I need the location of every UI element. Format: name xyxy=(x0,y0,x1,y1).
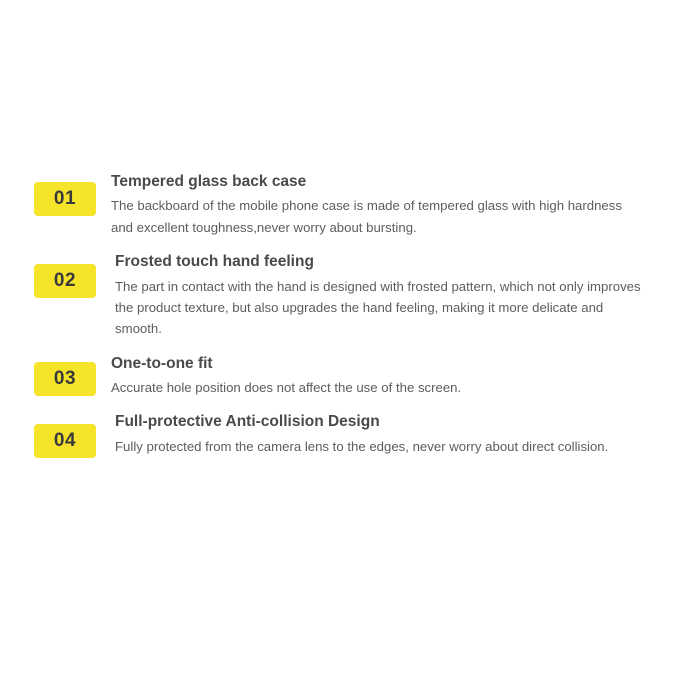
feature-number-badge: 04 xyxy=(34,424,96,458)
feature-title: One-to-one fit xyxy=(111,354,213,372)
list-item xyxy=(0,172,700,238)
feature-body xyxy=(96,412,700,457)
list-item xyxy=(0,354,700,399)
feature-number-badge: 02 xyxy=(34,264,96,298)
feature-title: Full-protective Anti-collision Design xyxy=(115,413,380,431)
feature-description: Accurate hole position does not affect the use of the screen. xyxy=(111,380,462,395)
feature-body xyxy=(96,354,700,399)
feature-description: The part in contact with the hand is designed with frosted pattern, which not only improves the product texture, but also upgrades the hand feeling, making it more delicate and smooth. xyxy=(115,278,641,337)
feature-number-badge: 03 xyxy=(34,362,96,396)
feature-description: Fully protected from the camera lens to the edges, never worry about direct collision. xyxy=(115,438,609,454)
feature-body xyxy=(96,252,700,340)
feature-body xyxy=(96,172,700,238)
list-item xyxy=(0,412,700,458)
feature-number-badge: 01 xyxy=(34,182,96,216)
feature-description: The backboard of the mobile phone case is made of tempered glass with high hardness and excellent toughness,never worry about bursting. xyxy=(111,198,622,235)
list-item xyxy=(0,252,700,340)
feature-title: Tempered glass back case xyxy=(111,173,307,190)
feature-list xyxy=(0,172,700,458)
feature-title: Frosted touch hand feeling xyxy=(115,253,314,271)
